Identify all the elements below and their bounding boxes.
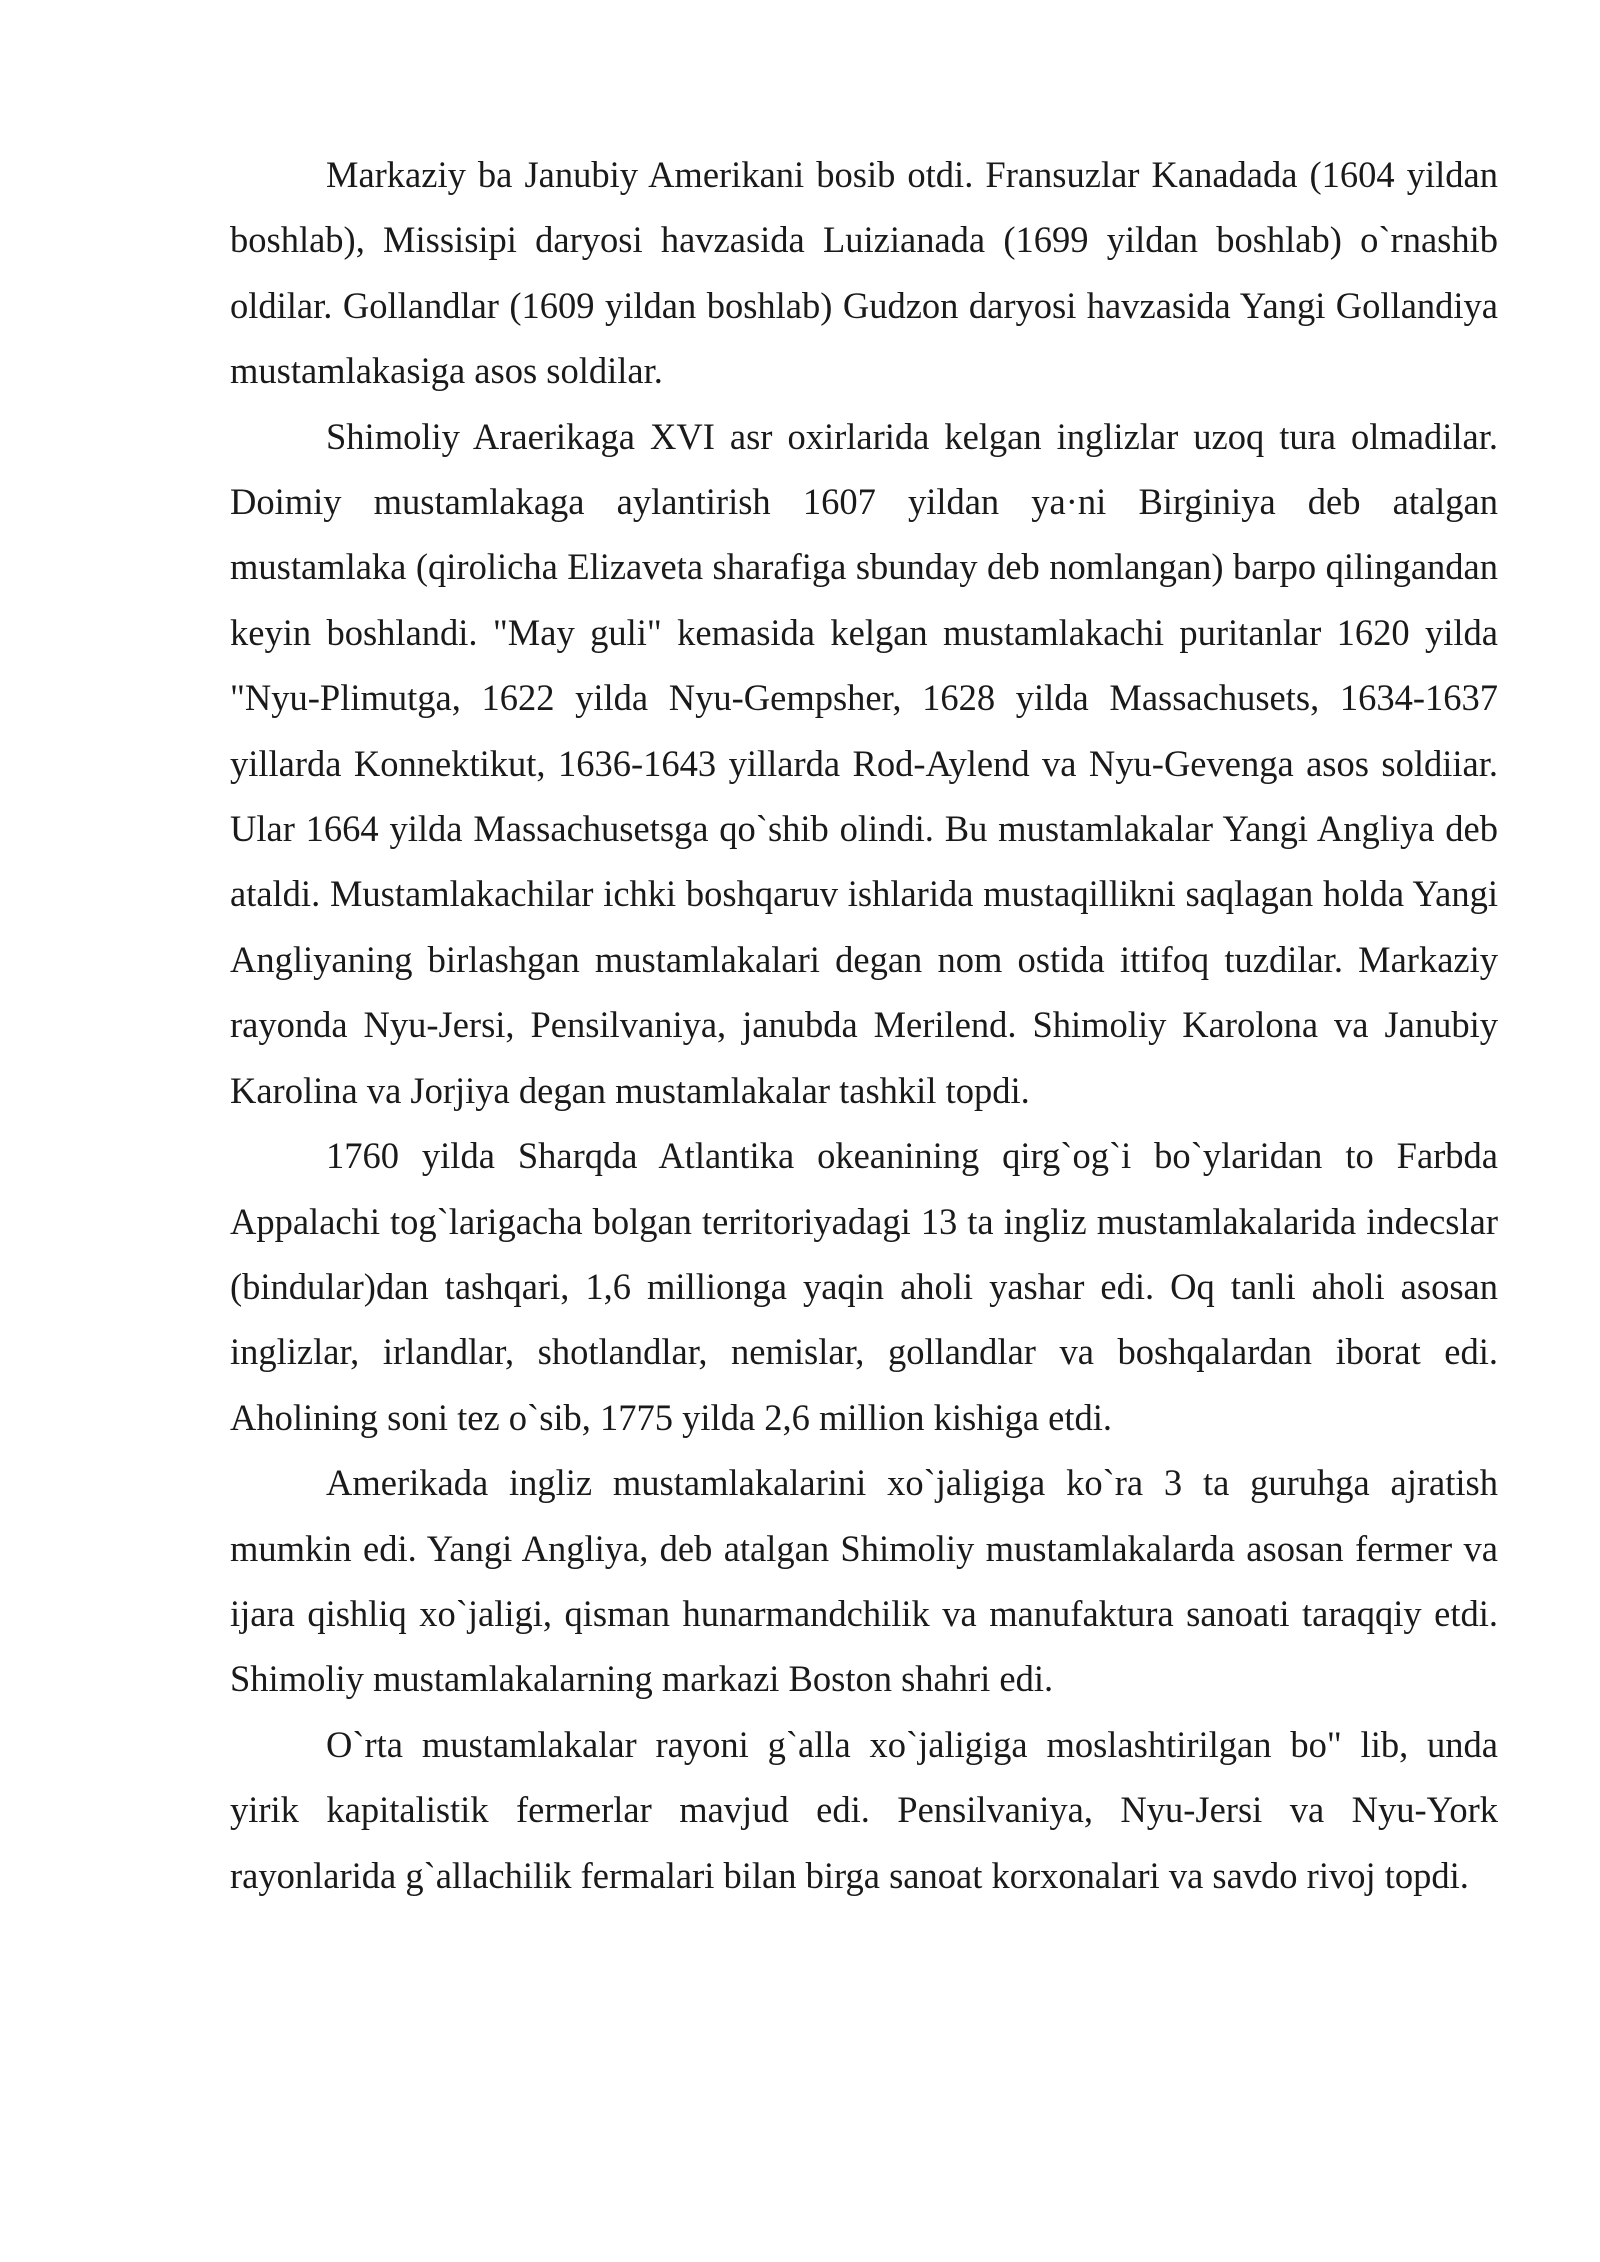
document-page bbox=[230, 142, 1498, 1908]
paragraph-2: Shimoliy Araerikaga XVI asr oxirlarida kelgan inglizlar uzoq tura olmadilar. Doimiy mustamlakaga aylantirish 1607 yildan ya·ni Birginiya deb atalgan mustamlaka (qirolicha Elizaveta sharafiga sbunday deb nomlangan) barpo qilingandan keyin boshlandi. "May guli" kemasida kelgan mustamlakachi puritanlar 1620 yilda "Nyu-Plimutga, 1622 yilda Nyu-Gempsher, 1628 yilda Massachusets, 1634-1637 yillarda Konnektikut, 1636-1643 yillarda Rod-Aylend va Nyu-Gevenga asos soldiiar. Ular 1664 yilda Massachusetsga qo`shib olindi. Bu mustamlakalar Yangi Angliya deb ataldi. Mustamlakachilar ichki boshqaruv ishlarida mustaqillikni saqlagan holda Yangi Angliyaning birlashgan mustamlakalari degan nom ostida ittifoq tuzdilar. Markaziy rayonda Nyu-Jersi, Pensilvaniya, janubda Merilend. Shimoliy Karolona va Janubiy Karolina va Jorjiya degan mustamlakalar tashkil topdi. bbox=[230, 415, 1498, 1111]
paragraph-1: Markaziy ba Janubiy Amerikani bosib otdi. Fransuzlar Kanadada (1604 yildan boshlab), Missisipi daryosi havzasida Luizianada (1699 yildan boshlab) o`rnashib oldilar. Gollandlar (1609 yildan boshlab) Gudzon daryosi havzasida Yangi Gollandiya mustamlakasiga asos soldilar. bbox=[230, 154, 1498, 392]
paragraph-5: O`rta mustamlakalar rayoni g`alla xo`jaligiga moslashtirilgan bo" lib, unda yirik kapitalistik fermerlar mavjud edi. Pensilvaniya, Nyu-Jersi va Nyu-York rayonlarida g`allachilik fermalari bilan birga sanoat korxonalari va savdo rivoj topdi. bbox=[230, 1723, 1498, 1896]
paragraph-4: Amerikada ingliz mustamlakalarini xo`jaligiga ko`ra 3 ta guruhga ajratish mumkin edi. Yangi Angliya, deb atalgan Shimoliy mustamlakalarda asosan fermer va ijara qishliq xo`jaligi, qisman hunarmandchilik va manufaktura sanoati taraqqiy etdi. Shimoliy mustamlakalarning markazi Boston shahri edi. bbox=[230, 1462, 1498, 1700]
paragraph-3: 1760 yilda Sharqda Atlantika okeanining qirg`og`i bo`ylaridan to Farbda Appalachi tog`larigacha bolgan territoriyadagi 13 ta ingliz mustamlakalarida indecslar (bindular)dan tashqari, 1,6 millionga yaqin aholi yashar edi. Oq tanli aholi asosan inglizlar, irlandlar, shotlandlar, nemislar, gollandlar va boshqalardan iborat edi. Aholining soni tez o`sib, 1775 yilda 2,6 million kishiga etdi. bbox=[230, 1135, 1498, 1438]
